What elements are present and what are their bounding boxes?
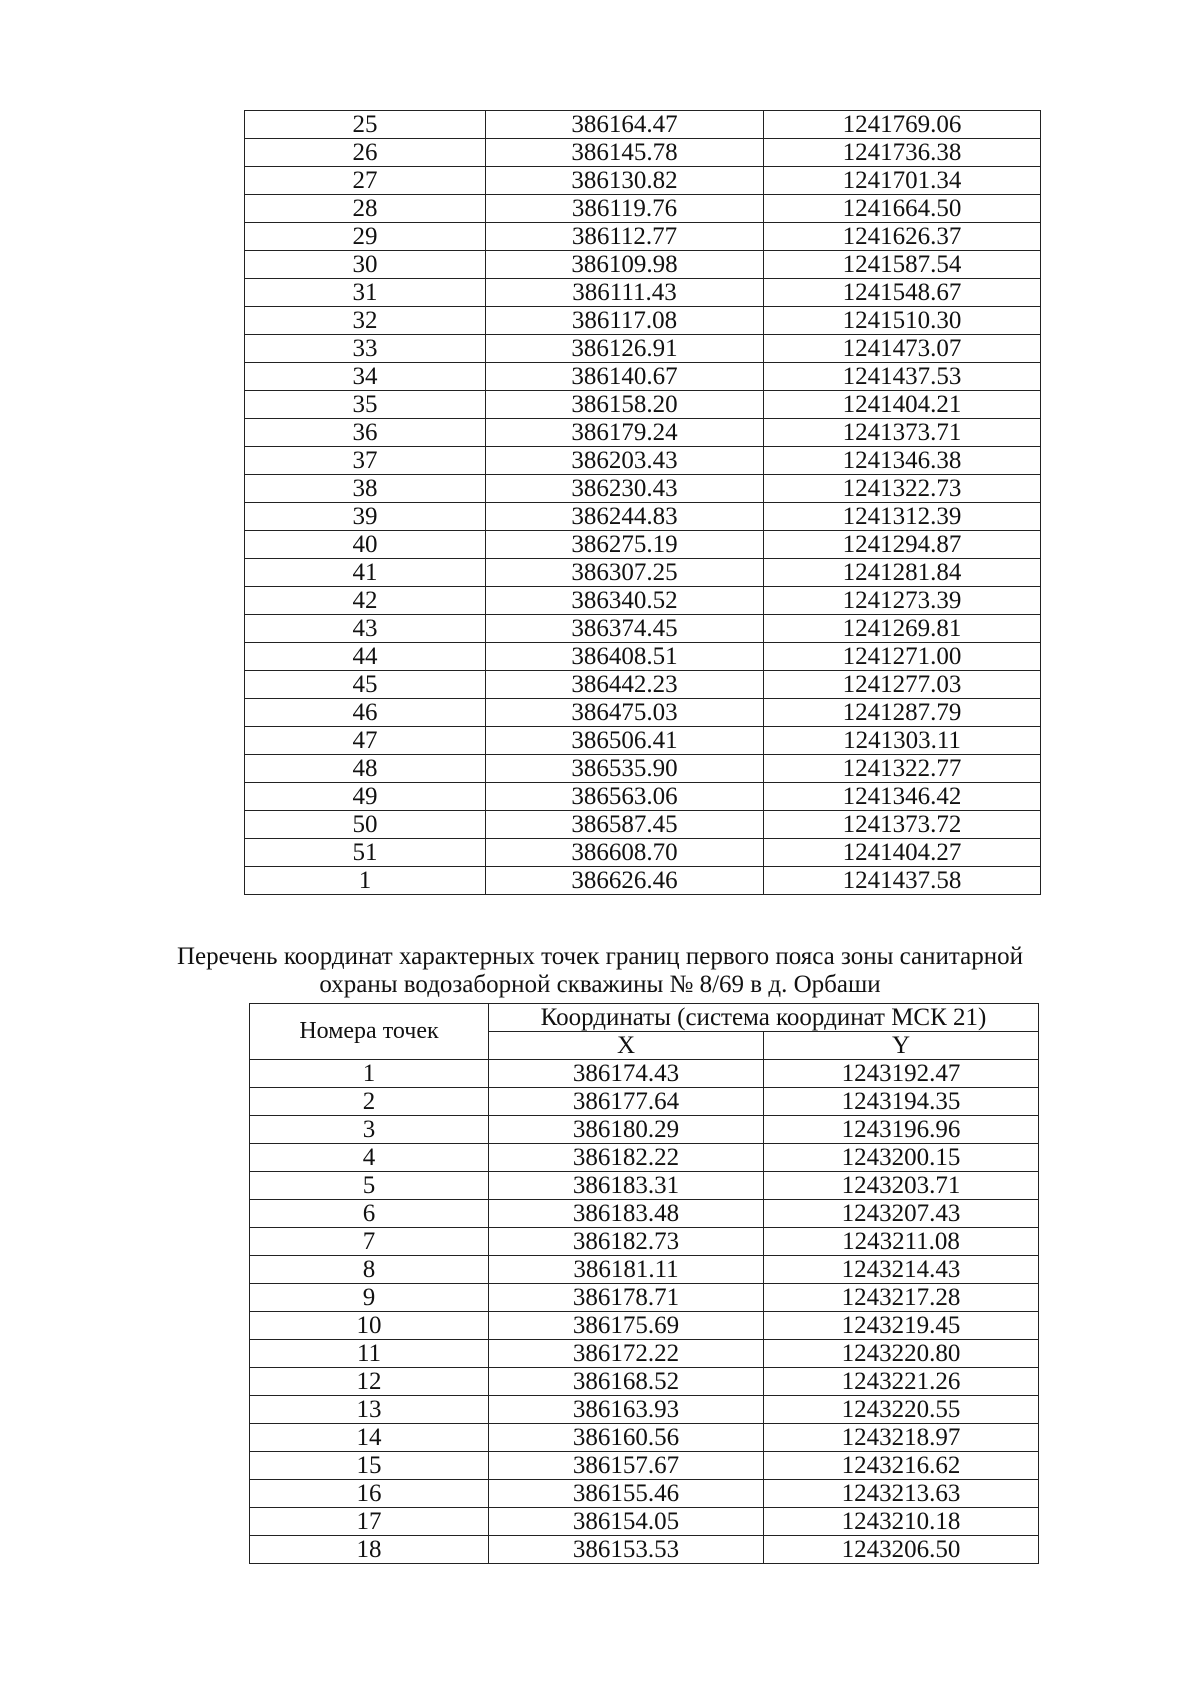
- y-coordinate-cell: 1241548.67: [764, 279, 1041, 307]
- x-coordinate-cell: 386155.46: [489, 1480, 764, 1508]
- x-coordinate-cell: 386275.19: [486, 531, 764, 559]
- table-row: [245, 559, 1041, 587]
- coordinates-table-well-body: [250, 1060, 1039, 1564]
- x-coordinate-cell: 386178.71: [489, 1284, 764, 1312]
- x-coordinate-cell: 386587.45: [486, 811, 764, 839]
- point-number-cell: 34: [245, 363, 486, 391]
- y-coordinate-cell: 1243217.28: [764, 1284, 1039, 1312]
- table-row: [245, 279, 1041, 307]
- y-coordinate-cell: 1241322.77: [764, 755, 1041, 783]
- y-coordinate-cell: 1241404.21: [764, 391, 1041, 419]
- x-coordinate-cell: 386230.43: [486, 475, 764, 503]
- x-coordinate-cell: 386140.67: [486, 363, 764, 391]
- y-coordinate-cell: 1241701.34: [764, 167, 1041, 195]
- coordinates-table-continued-body: [245, 111, 1041, 895]
- point-number-cell: 39: [245, 503, 486, 531]
- y-coordinate-cell: 1243196.96: [764, 1116, 1039, 1144]
- point-number-cell: 35: [245, 391, 486, 419]
- y-coordinate-cell: 1243221.26: [764, 1368, 1039, 1396]
- table-row: [245, 307, 1041, 335]
- x-coordinate-cell: 386535.90: [486, 755, 764, 783]
- table-caption: [150, 943, 1050, 999]
- y-coordinate-cell: 1243220.55: [764, 1396, 1039, 1424]
- coordinates-table-well-head: [250, 1004, 1039, 1060]
- table-row: [245, 447, 1041, 475]
- x-coordinate-cell: 386307.25: [486, 559, 764, 587]
- y-coordinate-cell: 1243194.35: [764, 1088, 1039, 1116]
- x-coordinate-cell: 386244.83: [486, 503, 764, 531]
- y-coordinate-cell: 1241437.58: [764, 867, 1041, 895]
- point-number-cell: 43: [245, 615, 486, 643]
- point-number-cell: 10: [250, 1312, 489, 1340]
- x-coordinate-cell: 386158.20: [486, 391, 764, 419]
- x-coordinate-cell: 386608.70: [486, 839, 764, 867]
- table-row: [245, 503, 1041, 531]
- y-coordinate-cell: 1241322.73: [764, 475, 1041, 503]
- point-number-cell: 36: [245, 419, 486, 447]
- header-point-numbers: Номера точек: [250, 1004, 489, 1060]
- table-row: [245, 615, 1041, 643]
- caption-line-1: Перечень координат характерных точек границ первого пояса зоны санитарной: [177, 943, 1023, 970]
- y-coordinate-cell: 1243216.62: [764, 1452, 1039, 1480]
- x-coordinate-cell: 386160.56: [489, 1424, 764, 1452]
- table-row: [250, 1172, 1039, 1200]
- header-row-1: [250, 1004, 1039, 1032]
- header-x: X: [489, 1032, 764, 1060]
- point-number-cell: 49: [245, 783, 486, 811]
- point-number-cell: 45: [245, 671, 486, 699]
- point-number-cell: 2: [250, 1088, 489, 1116]
- y-coordinate-cell: 1241373.72: [764, 811, 1041, 839]
- point-number-cell: 44: [245, 643, 486, 671]
- table-row: [250, 1200, 1039, 1228]
- y-coordinate-cell: 1243219.45: [764, 1312, 1039, 1340]
- x-coordinate-cell: 386182.73: [489, 1228, 764, 1256]
- y-coordinate-cell: 1241271.00: [764, 643, 1041, 671]
- table-row: [245, 167, 1041, 195]
- y-coordinate-cell: 1241664.50: [764, 195, 1041, 223]
- table-row: [250, 1536, 1039, 1564]
- table-row: [245, 839, 1041, 867]
- point-number-cell: 4: [250, 1144, 489, 1172]
- table-row: [245, 531, 1041, 559]
- y-coordinate-cell: 1241277.03: [764, 671, 1041, 699]
- x-coordinate-cell: 386109.98: [486, 251, 764, 279]
- y-coordinate-cell: 1241473.07: [764, 335, 1041, 363]
- point-number-cell: 5: [250, 1172, 489, 1200]
- table-row: [245, 671, 1041, 699]
- point-number-cell: 6: [250, 1200, 489, 1228]
- point-number-cell: 33: [245, 335, 486, 363]
- y-coordinate-cell: 1241404.27: [764, 839, 1041, 867]
- y-coordinate-cell: 1243220.80: [764, 1340, 1039, 1368]
- table-row: [250, 1256, 1039, 1284]
- y-coordinate-cell: 1241294.87: [764, 531, 1041, 559]
- table-row: [250, 1284, 1039, 1312]
- table-row: [250, 1060, 1039, 1088]
- point-number-cell: 32: [245, 307, 486, 335]
- point-number-cell: 29: [245, 223, 486, 251]
- x-coordinate-cell: 386157.67: [489, 1452, 764, 1480]
- table-row: [245, 727, 1041, 755]
- point-number-cell: 16: [250, 1480, 489, 1508]
- point-number-cell: 3: [250, 1116, 489, 1144]
- table-row: [245, 755, 1041, 783]
- x-coordinate-cell: 386177.64: [489, 1088, 764, 1116]
- point-number-cell: 1: [245, 867, 486, 895]
- x-coordinate-cell: 386130.82: [486, 167, 764, 195]
- point-number-cell: 12: [250, 1368, 489, 1396]
- x-coordinate-cell: 386168.52: [489, 1368, 764, 1396]
- y-coordinate-cell: 1241269.81: [764, 615, 1041, 643]
- x-coordinate-cell: 386626.46: [486, 867, 764, 895]
- y-coordinate-cell: 1243218.97: [764, 1424, 1039, 1452]
- y-coordinate-cell: 1243207.43: [764, 1200, 1039, 1228]
- point-number-cell: 15: [250, 1452, 489, 1480]
- y-coordinate-cell: 1241373.71: [764, 419, 1041, 447]
- point-number-cell: 51: [245, 839, 486, 867]
- y-coordinate-cell: 1241510.30: [764, 307, 1041, 335]
- x-coordinate-cell: 386112.77: [486, 223, 764, 251]
- y-coordinate-cell: 1241303.11: [764, 727, 1041, 755]
- x-coordinate-cell: 386119.76: [486, 195, 764, 223]
- x-coordinate-cell: 386145.78: [486, 139, 764, 167]
- point-number-cell: 8: [250, 1256, 489, 1284]
- x-coordinate-cell: 386563.06: [486, 783, 764, 811]
- x-coordinate-cell: 386117.08: [486, 307, 764, 335]
- point-number-cell: 11: [250, 1340, 489, 1368]
- table-row: [245, 587, 1041, 615]
- y-coordinate-cell: 1241273.39: [764, 587, 1041, 615]
- y-coordinate-cell: 1241626.37: [764, 223, 1041, 251]
- y-coordinate-cell: 1243213.63: [764, 1480, 1039, 1508]
- point-number-cell: 48: [245, 755, 486, 783]
- table-row: [250, 1368, 1039, 1396]
- x-coordinate-cell: 386442.23: [486, 671, 764, 699]
- table-row: [250, 1340, 1039, 1368]
- table-row: [250, 1116, 1039, 1144]
- x-coordinate-cell: 386179.24: [486, 419, 764, 447]
- x-coordinate-cell: 386174.43: [489, 1060, 764, 1088]
- point-number-cell: 14: [250, 1424, 489, 1452]
- point-number-cell: 18: [250, 1536, 489, 1564]
- x-coordinate-cell: 386181.11: [489, 1256, 764, 1284]
- table-row: [245, 699, 1041, 727]
- table-row: [245, 475, 1041, 503]
- x-coordinate-cell: 386153.53: [489, 1536, 764, 1564]
- point-number-cell: 13: [250, 1396, 489, 1424]
- y-coordinate-cell: 1241346.42: [764, 783, 1041, 811]
- table-row: [245, 223, 1041, 251]
- y-coordinate-cell: 1241287.79: [764, 699, 1041, 727]
- point-number-cell: 38: [245, 475, 486, 503]
- point-number-cell: 9: [250, 1284, 489, 1312]
- table-row: [250, 1228, 1039, 1256]
- point-number-cell: 31: [245, 279, 486, 307]
- point-number-cell: 27: [245, 167, 486, 195]
- x-coordinate-cell: 386163.93: [489, 1396, 764, 1424]
- header-y: Y: [764, 1032, 1039, 1060]
- table-row: [250, 1452, 1039, 1480]
- y-coordinate-cell: 1243200.15: [764, 1144, 1039, 1172]
- y-coordinate-cell: 1241587.54: [764, 251, 1041, 279]
- point-number-cell: 17: [250, 1508, 489, 1536]
- point-number-cell: 28: [245, 195, 486, 223]
- y-coordinate-cell: 1243211.08: [764, 1228, 1039, 1256]
- x-coordinate-cell: 386408.51: [486, 643, 764, 671]
- y-coordinate-cell: 1241437.53: [764, 363, 1041, 391]
- header-coordinates: Координаты (система координат МСК 21): [489, 1004, 1039, 1032]
- y-coordinate-cell: 1243192.47: [764, 1060, 1039, 1088]
- table-row: [245, 363, 1041, 391]
- table-row: [245, 251, 1041, 279]
- table-row: [250, 1144, 1039, 1172]
- y-coordinate-cell: 1243214.43: [764, 1256, 1039, 1284]
- point-number-cell: 25: [245, 111, 486, 139]
- table-row: [250, 1312, 1039, 1340]
- table-row: [245, 195, 1041, 223]
- table-row: [250, 1396, 1039, 1424]
- point-number-cell: 1: [250, 1060, 489, 1088]
- table-row: [250, 1508, 1039, 1536]
- point-number-cell: 47: [245, 727, 486, 755]
- x-coordinate-cell: 386175.69: [489, 1312, 764, 1340]
- y-coordinate-cell: 1241312.39: [764, 503, 1041, 531]
- point-number-cell: 50: [245, 811, 486, 839]
- x-coordinate-cell: 386183.48: [489, 1200, 764, 1228]
- table-row: [245, 811, 1041, 839]
- x-coordinate-cell: 386172.22: [489, 1340, 764, 1368]
- point-number-cell: 46: [245, 699, 486, 727]
- coordinates-table-continued: [244, 110, 1041, 895]
- table-row: [245, 111, 1041, 139]
- table-row: [245, 783, 1041, 811]
- point-number-cell: 7: [250, 1228, 489, 1256]
- y-coordinate-cell: 1241346.38: [764, 447, 1041, 475]
- table-row: [250, 1480, 1039, 1508]
- point-number-cell: 30: [245, 251, 486, 279]
- y-coordinate-cell: 1241736.38: [764, 139, 1041, 167]
- table-row: [245, 419, 1041, 447]
- y-coordinate-cell: 1241281.84: [764, 559, 1041, 587]
- y-coordinate-cell: 1241769.06: [764, 111, 1041, 139]
- point-number-cell: 37: [245, 447, 486, 475]
- x-coordinate-cell: 386183.31: [489, 1172, 764, 1200]
- table-row: [250, 1424, 1039, 1452]
- point-number-cell: 26: [245, 139, 486, 167]
- coordinates-table-well: [249, 1003, 1039, 1564]
- table-row: [245, 391, 1041, 419]
- x-coordinate-cell: 386154.05: [489, 1508, 764, 1536]
- table-row: [250, 1088, 1039, 1116]
- x-coordinate-cell: 386340.52: [486, 587, 764, 615]
- x-coordinate-cell: 386111.43: [486, 279, 764, 307]
- x-coordinate-cell: 386182.22: [489, 1144, 764, 1172]
- table-row: [245, 643, 1041, 671]
- x-coordinate-cell: 386180.29: [489, 1116, 764, 1144]
- point-number-cell: 42: [245, 587, 486, 615]
- table-row: [245, 139, 1041, 167]
- x-coordinate-cell: 386164.47: [486, 111, 764, 139]
- x-coordinate-cell: 386374.45: [486, 615, 764, 643]
- x-coordinate-cell: 386126.91: [486, 335, 764, 363]
- y-coordinate-cell: 1243210.18: [764, 1508, 1039, 1536]
- x-coordinate-cell: 386506.41: [486, 727, 764, 755]
- x-coordinate-cell: 386203.43: [486, 447, 764, 475]
- point-number-cell: 40: [245, 531, 486, 559]
- y-coordinate-cell: 1243206.50: [764, 1536, 1039, 1564]
- x-coordinate-cell: 386475.03: [486, 699, 764, 727]
- point-number-cell: 41: [245, 559, 486, 587]
- caption-line-2: охраны водозаборной скважины № 8/69 в д. Орбаши: [319, 971, 881, 998]
- y-coordinate-cell: 1243203.71: [764, 1172, 1039, 1200]
- table-row: [245, 335, 1041, 363]
- table-row: [245, 867, 1041, 895]
